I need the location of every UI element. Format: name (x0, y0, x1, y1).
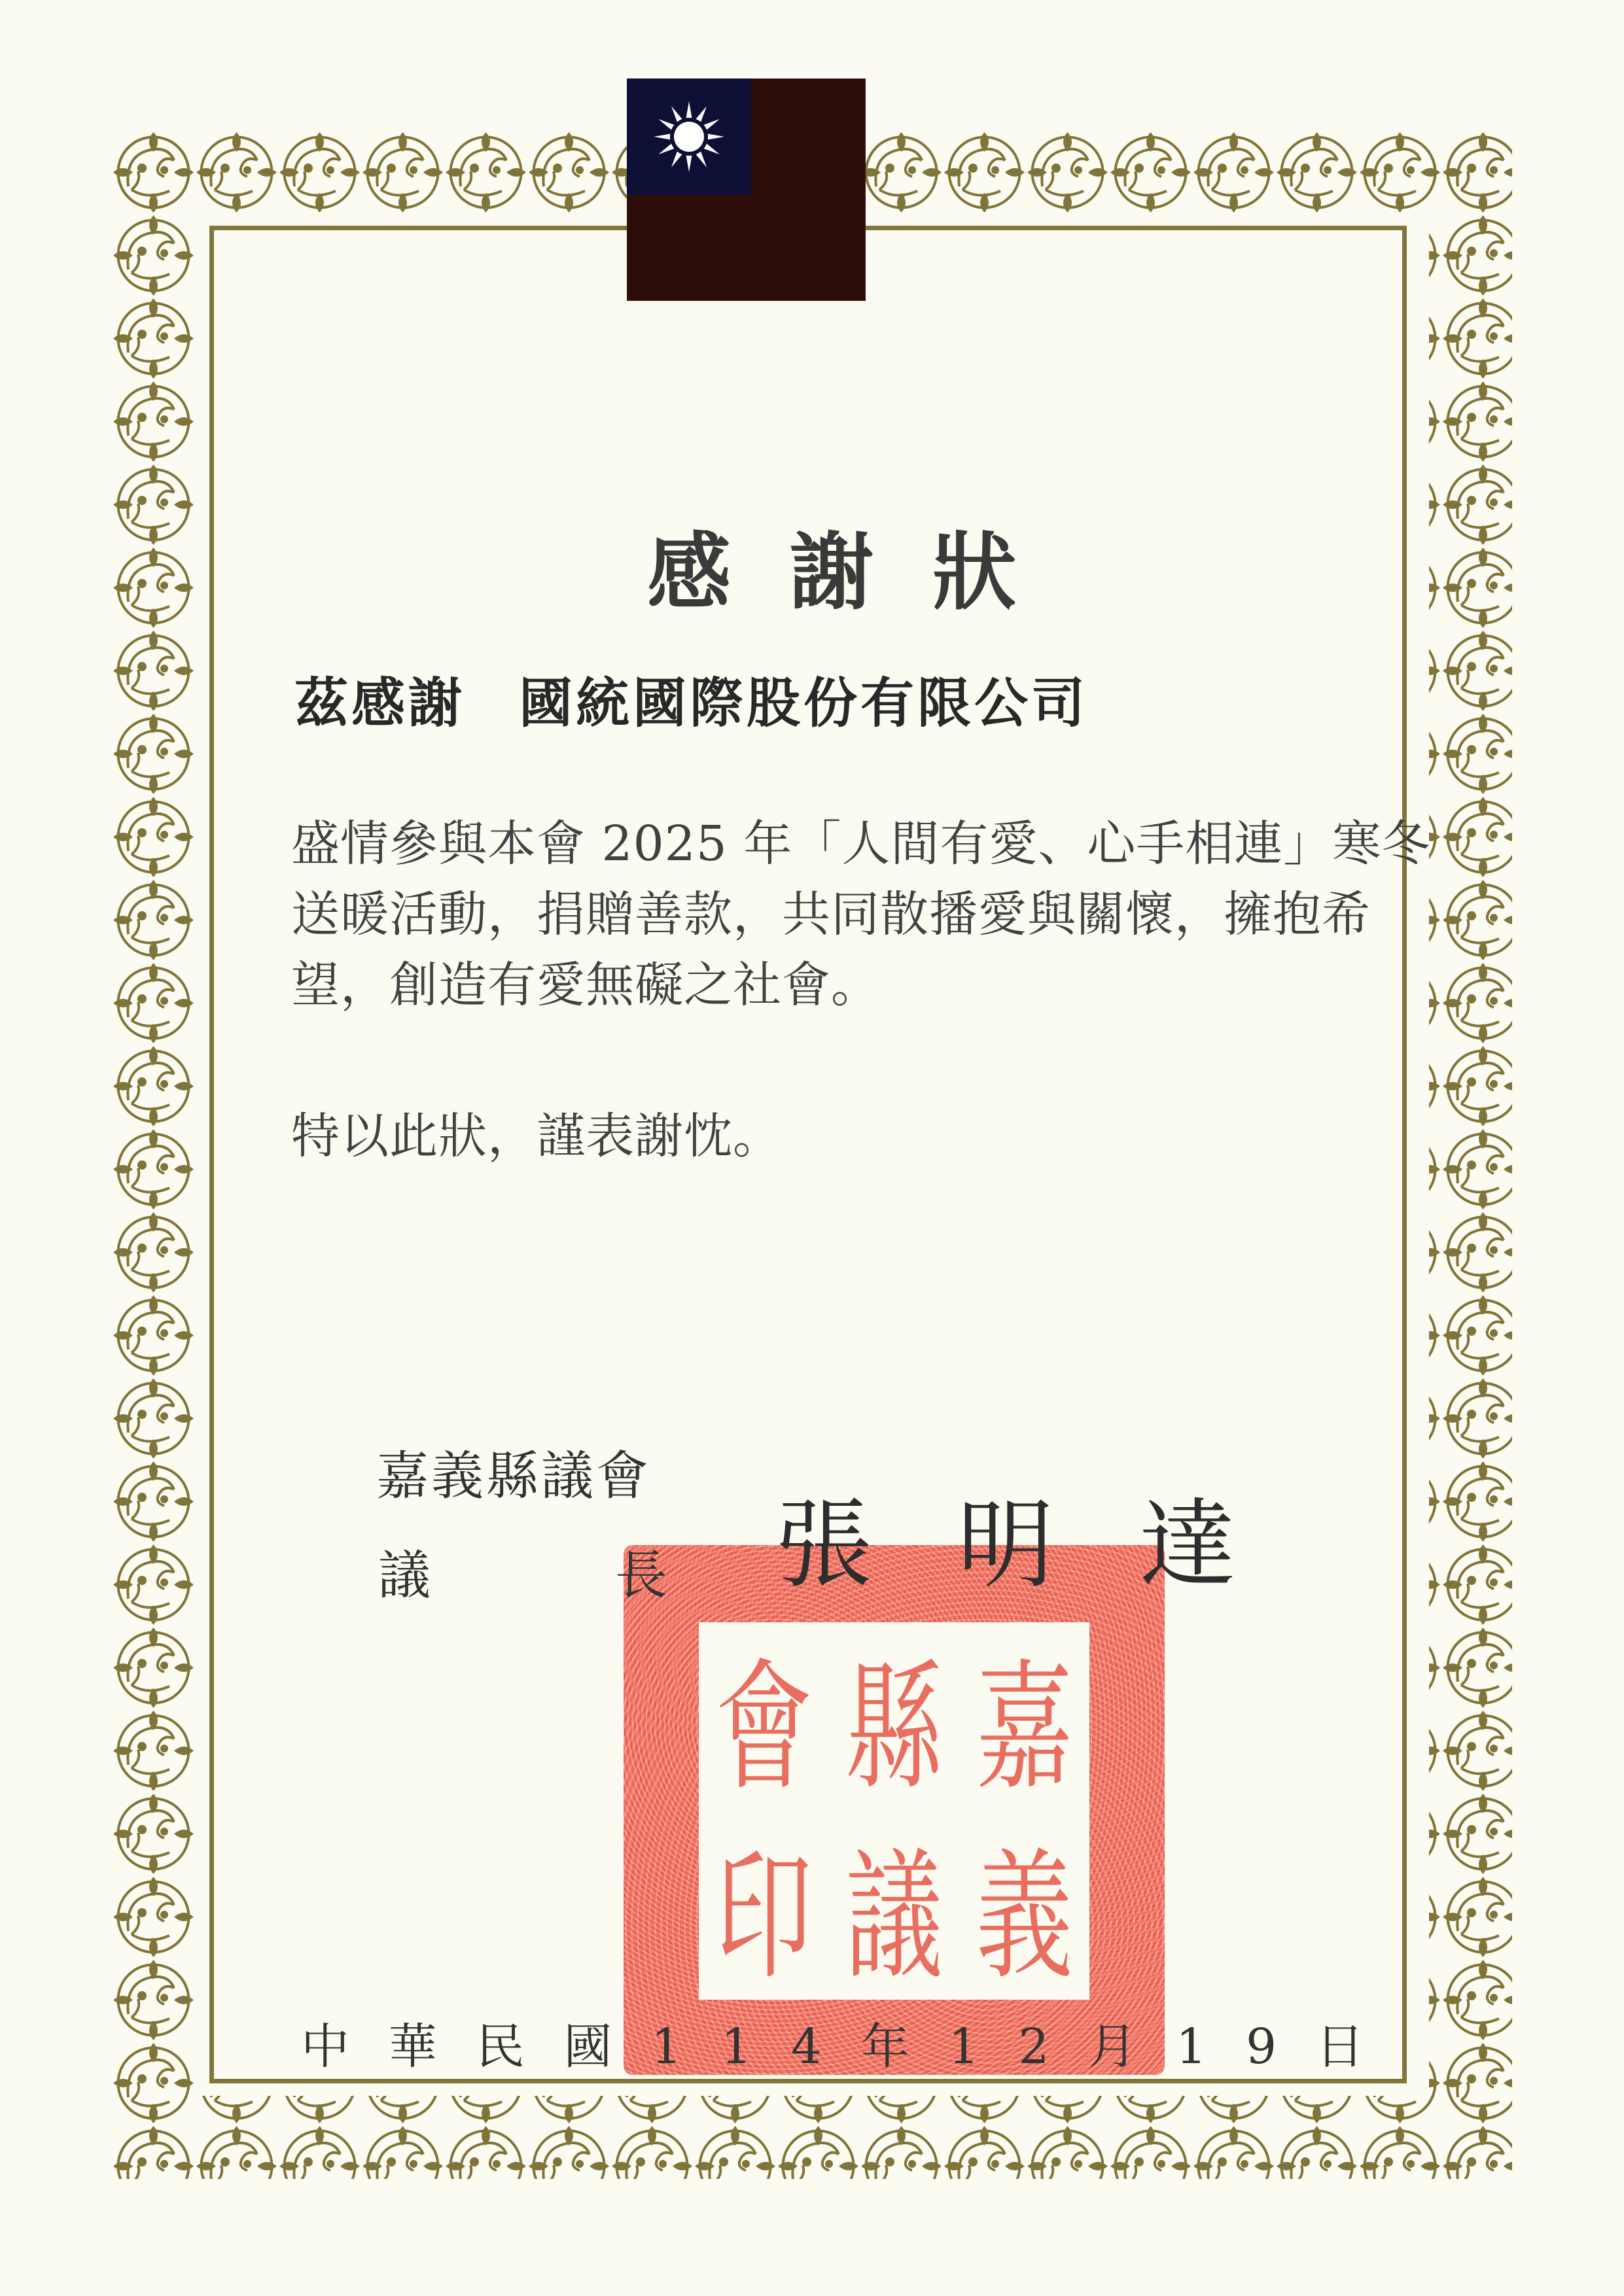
date-character: 1 (1176, 2019, 1207, 2075)
recipient-prefix: 茲感謝 (294, 672, 466, 735)
date-character: 1 (651, 2019, 682, 2075)
date-character: 中 (301, 2019, 349, 2075)
date-character: 年 (860, 2019, 909, 2075)
date-character: 民 (476, 2019, 525, 2075)
date-character: 華 (388, 2019, 437, 2075)
closing-line: 特以此狀，謹表謝忱。 (291, 1108, 782, 1164)
date-character: 國 (563, 2019, 612, 2075)
body-line: 送暖活動，捐贈善款，共同散播愛與關懷，擁抱希 (291, 886, 1371, 943)
date-character: 9 (1245, 2019, 1277, 2075)
date-character: 4 (790, 2019, 822, 2075)
seal-character: 議 (845, 1835, 943, 1998)
date-line (301, 2019, 1364, 2075)
seal-inscription (699, 1622, 1089, 2000)
seal-character: 嘉 (976, 1646, 1073, 1810)
recipient-line (294, 661, 1088, 737)
date-character: 1 (721, 2019, 752, 2075)
issuer-organization: 嘉義縣議會 (376, 1446, 651, 1506)
seal-character: 義 (976, 1835, 1073, 1998)
recipient-company-name: 國統國際股份有限公司 (519, 672, 1089, 735)
roc-flag-icon (627, 78, 866, 301)
body-line: 盛情參與本會 2025 年「人間有愛、心手相連」寒冬 (291, 816, 1431, 872)
seal-character: 縣 (845, 1646, 943, 1810)
date-character: 2 (1018, 2019, 1050, 2075)
certificate-title: 感謝狀 (646, 523, 1075, 621)
issuer-title: 議長 (378, 1545, 852, 1606)
issuer-name: 張明達 (775, 1489, 1321, 1601)
date-character: 月 (1088, 2019, 1137, 2075)
seal-character: 印 (715, 1835, 813, 1998)
official-red-seal (624, 1545, 1165, 2075)
date-character: 日 (1315, 2019, 1364, 2075)
body-line: 望，創造有愛無礙之社會。 (291, 957, 880, 1013)
seal-character: 會 (715, 1646, 813, 1810)
date-character: 1 (948, 2019, 980, 2075)
